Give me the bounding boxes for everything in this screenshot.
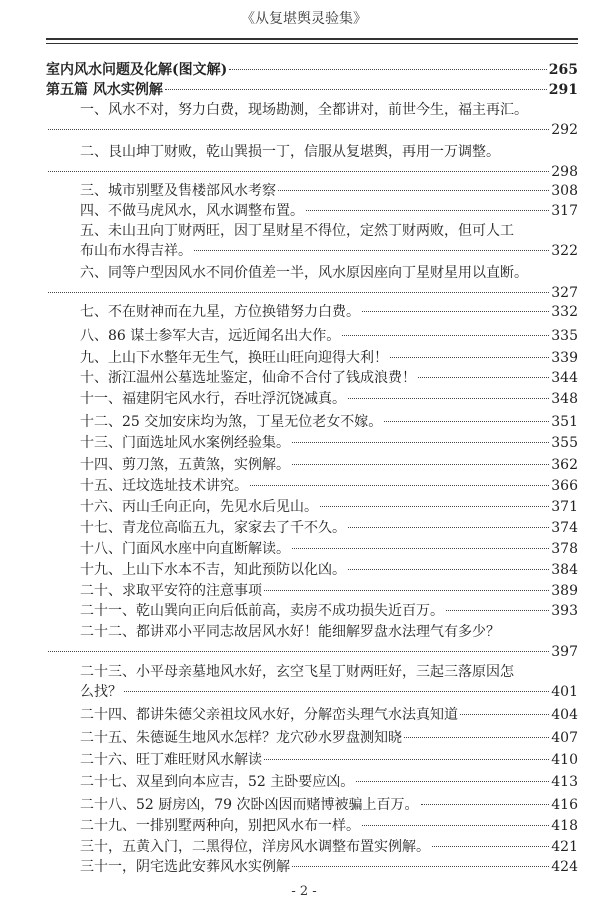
toc-entry[interactable] (80, 326, 578, 346)
toc-entry-page: 413 (551, 774, 578, 790)
toc-entry[interactable] (80, 750, 578, 770)
leader-dots (356, 781, 549, 782)
toc-entry-title: 二十八、52 厨房凶，79 次卧凶因而赌博被骗上百万。 (80, 797, 419, 813)
leader-dots (292, 548, 549, 549)
toc-entry-title: 二十五、朱德诞生地风水怎样？龙穴砂水罗盘测知晓 (80, 730, 402, 746)
leader-dots (384, 421, 549, 422)
toc-entry-page: 291 (548, 82, 578, 98)
toc-entry-title: 二十二、都讲邓小平同志故居风水好！能细解罗盘水法理气有多少？ (80, 624, 500, 640)
leader-dots (362, 825, 549, 826)
toc-entry-page: 335 (551, 328, 578, 344)
toc-entry-title: 十六、丙山壬向正向，先见水后见山。 (80, 499, 318, 515)
toc-entry-title: 二十、求取平安符的注意事项 (80, 583, 262, 599)
toc-entry-page: 410 (551, 752, 578, 768)
leader-dots (229, 69, 547, 70)
toc-entry-title: 六、同等户型因风水不同价值差一半，风水原因座向丁星财星用以直断。 (80, 265, 528, 281)
toc-entry[interactable] (80, 100, 578, 140)
toc-entry[interactable] (80, 539, 578, 559)
toc-entry-page: 378 (551, 541, 578, 557)
leader-dots (348, 398, 549, 399)
toc-entry-page: 327 (551, 285, 578, 301)
toc-entry[interactable] (46, 60, 578, 80)
leader-dots (421, 804, 550, 805)
toc-entry-page: 421 (551, 839, 578, 855)
leader-dots (404, 737, 549, 738)
toc-entry-page: 344 (551, 370, 578, 386)
toc-entry-title: 九、上山下水整年无生气，换旺山旺向迎得大利！ (80, 350, 388, 366)
toc-entry[interactable] (80, 433, 578, 453)
toc-entry-title: 五、未山丑向丁财两旺，因丁星财星不得位，定然丁财两败，但可人工 (80, 223, 514, 239)
leader-dots (48, 171, 549, 172)
leader-dots (278, 190, 549, 191)
leader-dots (48, 129, 549, 130)
toc-entry-page: 418 (551, 818, 578, 834)
toc-entry-title: 布山布水得吉祥。 (80, 243, 192, 259)
toc-entry[interactable] (80, 302, 578, 322)
toc-entry-title: 二、艮山坤丁财败，乾山巽损一丁，信服从复堪舆，再用一万调整。 (80, 144, 500, 160)
toc-entry[interactable] (80, 412, 578, 432)
toc-entry-title: 二十七、双星到向本应吉，52 主卧要应凶。 (80, 774, 355, 790)
toc-entry-title: 三、城市别墅及售楼部风水考察 (80, 183, 276, 199)
toc-entry-page: 371 (551, 499, 578, 515)
toc-entry[interactable] (80, 348, 578, 368)
toc-entry[interactable] (80, 497, 578, 517)
toc-entry-page: 424 (551, 859, 578, 875)
toc-entry-title: 十二、25 交加安床均为煞，丁星无位老女不嫁。 (80, 414, 383, 430)
leader-dots (306, 210, 549, 211)
toc-entry-page: 397 (551, 644, 578, 660)
toc-entry[interactable] (80, 518, 578, 538)
toc-entry[interactable] (80, 662, 578, 702)
toc-entry[interactable] (80, 142, 578, 182)
toc-entry-title: 十九、上山下水本不吉，知此预防以化凶。 (80, 562, 346, 578)
toc-entry-title: 十三、门面选址风水案例经验集。 (80, 435, 290, 451)
toc-entry-title: 四、不做马虎风水，风水调整布置。 (80, 203, 304, 219)
toc-entry-page: 404 (551, 707, 578, 723)
toc-entry-title: 么找？ (80, 684, 122, 700)
leader-dots (418, 377, 549, 378)
toc-entry[interactable] (80, 368, 578, 388)
leader-dots (124, 691, 549, 692)
toc-entry[interactable] (80, 560, 578, 580)
toc-entry-page: 298 (551, 164, 578, 180)
toc-entry-title: 二十九、一排别墅两种向，别把风水布一样。 (80, 818, 360, 834)
toc-entry[interactable] (80, 476, 578, 496)
leader-dots (446, 610, 549, 611)
leader-dots (194, 250, 549, 251)
toc-entry-page: 384 (551, 562, 578, 578)
leader-dots (348, 569, 549, 570)
toc-entry-page: 322 (551, 243, 578, 259)
leader-dots (362, 311, 549, 312)
leader-dots (165, 89, 547, 90)
toc-entry-page: 332 (551, 304, 578, 320)
toc-entry[interactable] (80, 455, 578, 475)
toc-entry[interactable] (80, 622, 578, 662)
toc-entry-page: 362 (551, 457, 578, 473)
toc-entry-page: 401 (551, 684, 578, 700)
running-header: 《从复堪舆灵验集》 (241, 11, 367, 27)
toc-entry-title: 第五篇 风水实例解 (46, 82, 163, 98)
toc-entry[interactable] (80, 221, 578, 261)
toc-entry[interactable] (80, 795, 578, 815)
toc-entry[interactable] (80, 728, 578, 748)
toc-entry-page: 308 (551, 183, 578, 199)
toc-entry-title: 十八、门面风水座中向直断解读。 (80, 541, 290, 557)
toc-entry-page: 317 (551, 203, 578, 219)
toc-entry-page: 348 (551, 391, 578, 407)
toc-entry-page: 393 (551, 603, 578, 619)
toc-entry[interactable] (46, 80, 578, 100)
toc-entry[interactable] (80, 772, 578, 792)
toc-entry-title: 二十三、小平母亲墓地风水好，玄空飞星丁财两旺好，三起三落原因怎 (80, 664, 514, 680)
leader-dots (460, 714, 549, 715)
toc-entry-title: 十五、迁坟选址技术讲究。 (80, 478, 248, 494)
leader-dots (390, 357, 549, 358)
leader-dots (342, 335, 549, 336)
leader-dots (348, 527, 549, 528)
leader-dots (264, 590, 549, 591)
toc-entry[interactable] (80, 201, 578, 221)
leader-dots (292, 442, 549, 443)
toc-entry[interactable] (80, 581, 578, 601)
page-number: - 2 - (291, 884, 317, 899)
toc-entry[interactable] (80, 705, 578, 725)
leader-dots (432, 846, 549, 847)
toc-entry-title: 十、浙江温州公墓选址鉴定，仙命不合付了钱成浪费！ (80, 370, 416, 386)
leader-dots (292, 866, 549, 867)
toc-entry[interactable] (80, 601, 578, 621)
toc-entry-page: 389 (551, 583, 578, 599)
toc-entry-title: 三十一，阴宅选此安葬风水实例解 (80, 859, 290, 875)
toc-entry-title: 八、86 谋士参军大吉，远近闻名出大作。 (80, 328, 341, 344)
toc-entry-page: 292 (551, 122, 578, 138)
toc-entry[interactable] (80, 181, 578, 201)
leader-dots (48, 292, 549, 293)
toc-entry-page: 351 (551, 414, 578, 430)
toc-entry[interactable] (80, 816, 578, 836)
toc-entry[interactable] (80, 837, 578, 857)
leader-dots (48, 651, 549, 652)
toc-entry[interactable] (80, 263, 578, 303)
toc-entry-page: 416 (551, 797, 578, 813)
toc-entry-title: 二十一、乾山巽向正向后低前高，卖房不成功损失近百万。 (80, 603, 444, 619)
toc-entry-page: 355 (551, 435, 578, 451)
toc-entry-page: 407 (551, 730, 578, 746)
toc-entry-title: 室内风水问题及化解(图文解) (46, 62, 228, 78)
toc-entry-title: 十一、福建阴宅风水行，吞吐浮沉饶减真。 (80, 391, 346, 407)
toc-entry-page: 265 (548, 62, 578, 78)
leader-dots (320, 506, 549, 507)
toc-entry-title: 二十六、旺丁难旺财风水解读 (80, 752, 262, 768)
leader-dots (292, 464, 549, 465)
toc-entry-title: 七、不在财神而在九星，方位换错努力白费。 (80, 304, 360, 320)
toc-entry[interactable] (80, 389, 578, 409)
toc-entry-page: 366 (551, 478, 578, 494)
toc-entry-title: 三十，五黄入门，二黑得位，洋房风水调整布置实例解。 (80, 839, 430, 855)
toc-entry[interactable] (80, 857, 578, 877)
toc-entry-title: 二十四、都讲朱德父亲祖坟风水好，分解峦头理气水法真知道 (80, 707, 458, 723)
leader-dots (250, 485, 549, 486)
toc-entry-page: 339 (551, 350, 578, 366)
leader-dots (264, 759, 549, 760)
toc-entry-title: 一、风水不对，努力白费，现场勘测，全都讲对，前世今生，福主再汇。 (80, 102, 528, 118)
toc-entry-title: 十七、青龙位高临五九，家家去了千不久。 (80, 520, 346, 536)
toc-entry-page: 374 (551, 520, 578, 536)
toc-entry-title: 十四、剪刀煞，五黄煞，实例解。 (80, 457, 290, 473)
